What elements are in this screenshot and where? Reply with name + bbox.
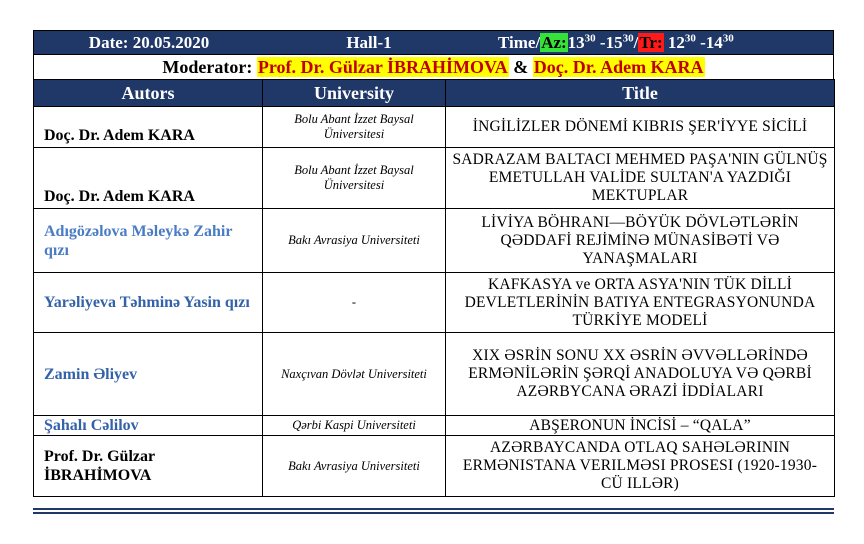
moderator-amp: & <box>513 57 529 77</box>
row-university: Bakı Avrasiya Universiteti <box>263 436 446 497</box>
time-slash: / <box>633 32 639 52</box>
program-sheet <box>33 30 834 497</box>
row-university: Bolu Abant İzzet Baysal Üniversitesi <box>263 148 446 209</box>
tr-start-minutes: 30 <box>684 31 696 44</box>
row-university: - <box>263 273 446 333</box>
row-title: ABŞERONUN İNCİSİ – “QALA” <box>446 416 835 436</box>
moderator-name-2: Doç. Dr. Adem KARA <box>533 57 704 77</box>
tr-start: 12 <box>663 32 685 52</box>
tr-label: Tr: <box>639 32 663 52</box>
tr-end-minutes: 30 <box>722 31 734 44</box>
row-university: Qərbi Kaspi Universiteti <box>263 416 446 436</box>
table-row <box>34 333 835 416</box>
session-date: Date: 20.05.2020 <box>88 32 210 52</box>
row-title: SADRAZAM BALTACI MEHMED PAŞA'NIN GÜLNÜŞ EMETULLAH VALİDE SULTAN'A YAZDIĞI MEKTUPLAR <box>446 148 835 209</box>
session-header-bar <box>33 30 834 55</box>
az-start-minutes: 30 <box>584 31 596 44</box>
table-header-row <box>34 80 835 107</box>
row-title: KAFKASYA ve ORTA ASYA'NIN TÜK DİLLİ DEVLETLERİNİN BATIYA ENTEGRASYONUNDA TÜRKİYE MODELİ <box>446 273 835 333</box>
col-header-authors: Autors <box>34 80 263 107</box>
row-university: Bakı Avrasiya Universiteti <box>263 209 446 273</box>
row-title: İNGİLİZLER DÖNEMİ KIBRIS ŞER'İYYE SİCİLİ <box>446 107 835 148</box>
table-row <box>34 273 835 333</box>
session-hall: Hall-1 <box>346 32 392 52</box>
tr-separator: -14 <box>695 32 723 52</box>
row-title: XIX ƏSRİN SONU XX ƏSRİN ƏVVƏLLƏRİNDƏ ERMƏNİLƏRİN ŞƏRQİ ANADOLUYA VƏ QƏRBİ AZƏRBYCANA ƏRAZİ İDDİALARI <box>446 333 835 416</box>
program-table <box>33 79 835 497</box>
az-start: 13 <box>567 32 585 52</box>
time-label: Time/ <box>498 32 541 52</box>
az-separator: -15 <box>595 32 623 52</box>
table-row <box>34 148 835 209</box>
table-row <box>34 416 835 436</box>
az-end-minutes: 30 <box>622 31 634 44</box>
row-university: Naxçıvan Dövlət Universiteti <box>263 333 446 416</box>
col-header-title: Title <box>446 80 835 107</box>
row-university: Bolu Abant İzzet Baysal Üniversitesi <box>263 107 446 148</box>
row-title: LİVİYA BÖHRANI—BÖYÜK DÖVLƏTLƏRİN QƏDDAFİ REJİMİNƏ MÜNASİBƏTİ VƏ YANAŞMALARI <box>446 209 835 273</box>
row-author: Doç. Dr. Adem KARA <box>34 107 263 148</box>
moderator-name-1: Prof. Dr. Gülzar İBRAHİMOVA <box>257 57 508 77</box>
row-author: Adıgözəlova Məleykə Zahir qızı <box>34 209 263 273</box>
session-time <box>474 33 833 53</box>
table-row <box>34 209 835 273</box>
moderator-label: Moderator: <box>162 57 253 77</box>
az-label: Az: <box>541 32 567 52</box>
row-author: Prof. Dr. Gülzar İBRAHİMOVA <box>34 436 263 497</box>
row-title: AZƏRBAYCANDA OTLAQ SAHƏLƏRININ ERMƏNISTANA VERILMƏSI PROSESI (1920-1930- CÜ ILLƏR) <box>446 436 835 497</box>
row-author: Zamin Əliyev <box>34 333 263 416</box>
table-row <box>34 107 835 148</box>
row-author: Doç. Dr. Adem KARA <box>34 148 263 209</box>
row-author: Yarəliyeva Təhminə Yasin qızı <box>34 273 263 333</box>
row-author: Şahalı Cəlilov <box>34 416 263 436</box>
moderator-row <box>33 55 834 79</box>
table-row <box>34 436 835 497</box>
col-header-university: University <box>263 80 446 107</box>
bottom-double-rule <box>33 508 834 514</box>
